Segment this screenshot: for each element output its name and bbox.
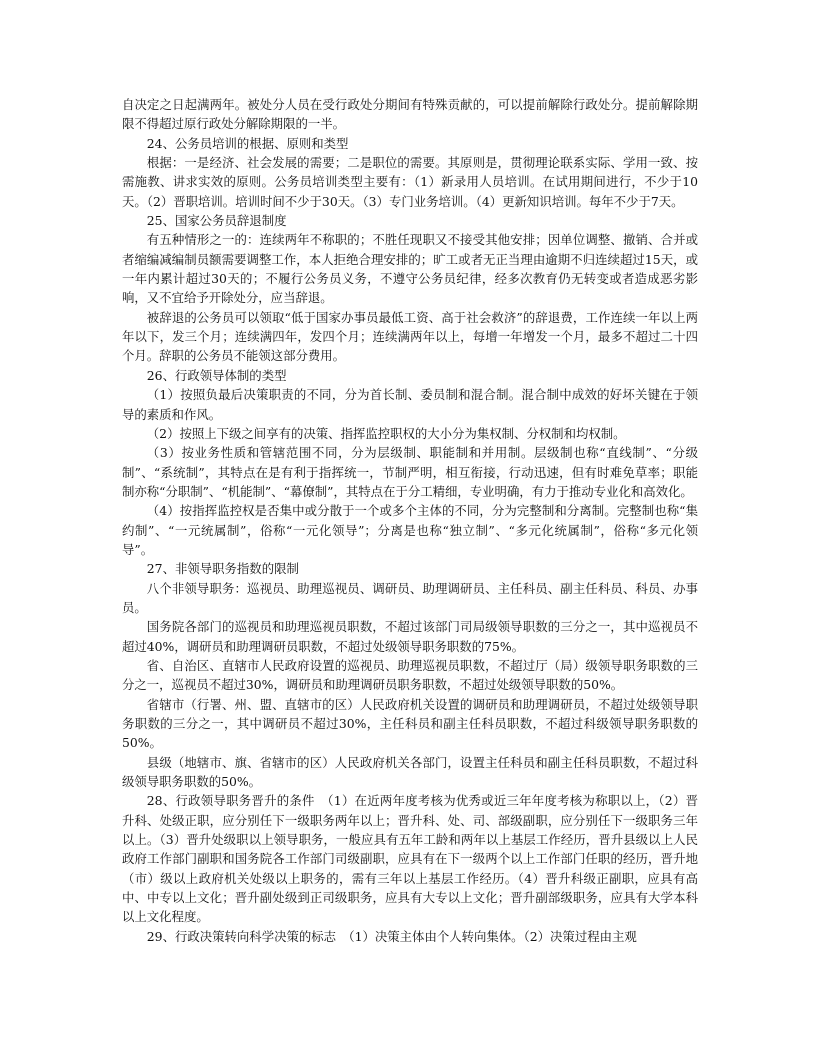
paragraph: （2）按照上下级之间享有的决策、指挥监控职权的大小分为集权制、分权制和均权制。	[146, 425, 626, 441]
paragraph: 25、国家公务员辞退制度	[146, 213, 287, 229]
paragraph: 根据：一是经济、社会发展的需要；二是职位的需要。其原则是，贯彻理论联系实际、学用一致、按需施教、讲求实效的原则。公务员培训类型主要有：（1）新录用人员培训。在试用期间进行，不少于10天。（2）晋职培训。培训时间不少于30天。（3）专门业务培训。（4）更新知识培训。每年不少于7天。	[122, 155, 698, 209]
paragraph: 26、行政领导体制的类型	[146, 367, 287, 383]
paragraph: （4）按指挥监控权是否集中或分散于一个或多个主体的不同，分为完整制和分离制。完整制也称“集约制”、“一元统属制”，俗称“一元化领导”；分离是也称“独立制”、“多元化统属制”，俗称“多元化领导”。	[122, 503, 698, 557]
paragraph: （1）按照负最后决策职责的不同，分为首长制、委员制和混合制。混合制中成效的好坏关键在于领导的素质和作风。	[122, 387, 698, 422]
paragraph: 27、非领导职务指数的限制	[146, 561, 299, 577]
paragraph: 有五种情形之一的：连续两年不称职的；不胜任现职又不接受其他安排；因单位调整、撤销、合并或者缩编减编制员额需要调整工作，本人拒绝合理安排的；旷工或者无正当理由逾期不归连续超过15天，或一年内累计超过30天的；不履行公务员义务，不遵守公务员纪律，经多次教育仍无转变或者造成恶劣影响，又不宜给予开除处分，应当辞退。	[122, 232, 698, 306]
paragraph: 24、公务员培训的根据、原则和类型	[146, 135, 349, 151]
paragraph: 八个非领导职务：巡视员、助理巡视员、调研员、助理调研员、主任科员、副主任科员、科员、办事员。	[122, 580, 698, 615]
paragraph: 国务院各部门的巡视员和助理巡视员职数，不超过该部门司局级领导职数的三分之一，其中巡视员不超过40%，调研员和助理调研员职数，不超过处级领导职务职数的75%。	[122, 619, 698, 654]
paragraph: 被辞退的公务员可以领取“低于国家办事员最低工资、高于社会救济”的辞退费，工作连续一年以上两年以下，发三个月；连续满四年，发四个月；连续满两年以上，每增一年增发一个月，最多不超过二十四个月。辞职的公务员不能领这部分费用。	[122, 309, 698, 364]
paragraph: 28、行政领导职务晋升的条件 （1）在近两年度考核为优秀或近三年年度考核为称职以上，（2）晋升科、处级正职，应分别任下一级职务两年以上；晋升科、处、司、部级副职，应分别任下一级职务三年以上。（3）晋升处级职以上领导职务，一般应具有五年工龄和两年以上基层工作经历，晋升县级以上人民政府工作部门副职和国务院各工作部门司级副职，应具有在下一级两个以上工作部门任职的经历，晋升地（市）级以上政府机关处级以上职务的，需有三年以上基层工作经历。（4）晋升科级正副职，应具有高中、中专以上文化；晋升副处级到正司级职务，应具有大专以上文化；晋升副部级职务，应具有大学本科以上文化程度。	[122, 793, 698, 925]
paragraph: （3）按业务性质和管辖范围不同，分为层级制、职能制和并用制。层级制也称“直线制”、“分级制”、“系统制”，其特点在是有利于指挥统一，节制严明，相互衔接，行动迅速，但有时难免草率；职能制亦称“分职制”、“机能制”、“幕僚制”，其特点在于分工精细，专业明确，有力于推动专业化和高效化。	[122, 445, 698, 499]
document-page	[122, 95, 698, 946]
paragraph: 29、行政决策转向科学决策的标志 （1）决策主体由个人转向集体。（2）决策过程由主观	[146, 928, 637, 944]
paragraph: 县级（地辖市、旗、省辖市的区）人民政府机关各部门，设置主任科员和副主任科员职数，不超过科级领导职务职数的50%。	[122, 754, 698, 790]
paragraph: 省、自治区、直辖市人民政府设置的巡视员、助理巡视员职数，不超过厅（局）级领导职务职数的三分之一，巡视员不超过30%，调研员和助理调研员职务职数，不超过处级领导职数的50%。	[122, 657, 698, 693]
paragraph: 省辖市（行署、州、盟、直辖市的区）人民政府机关设置的调研员和助理调研员，不超过处级领导职务职数的三分之一，其中调研员不超过30%，主任科员和副主任科员职数，不超过科级领导职务职数的50%。	[122, 696, 698, 751]
paragraph: 自决定之日起满两年。被处分人员在受行政处分期间有特殊贡献的，可以提前解除行政处分。提前解除期限不得超过原行政处分解除期限的一半。	[122, 97, 698, 132]
